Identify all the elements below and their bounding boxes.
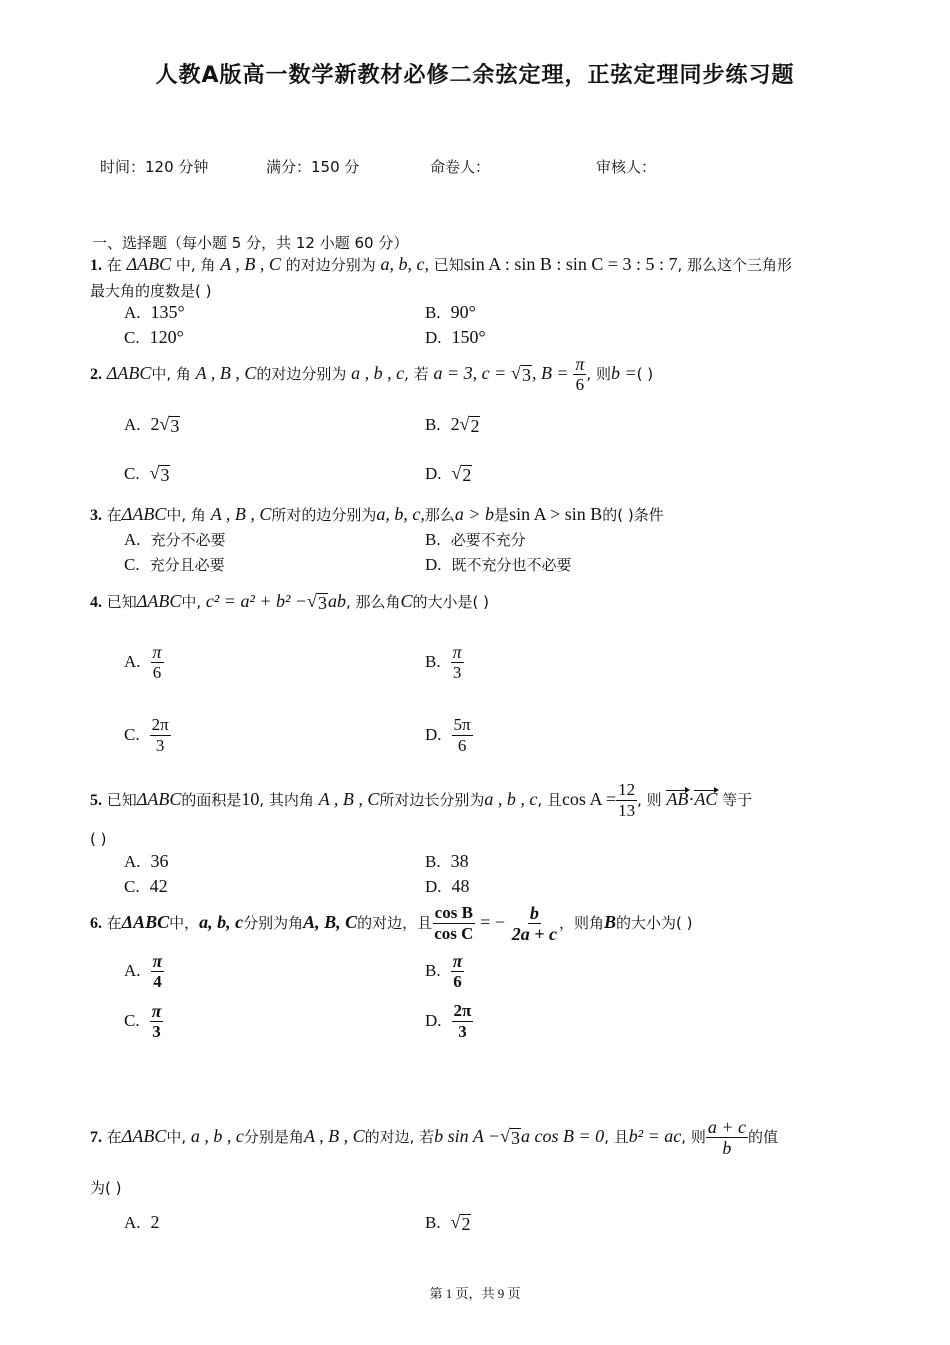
q-text: 已知 [106,593,137,611]
q-text: 中, [166,1128,187,1146]
option-d[interactable] [425,327,486,348]
option-label: D. [425,1011,442,1030]
q-text: √ [500,1126,511,1146]
q-text: 在 [106,1128,122,1146]
question-7 [90,1117,778,1158]
denominator: 3 [155,736,165,755]
math: B [604,912,617,932]
question-number: 5. [90,792,102,809]
numerator: 5π [453,715,471,734]
option-label: C. [124,1011,140,1030]
math: = − [480,912,505,932]
sqrt [500,1125,521,1147]
math: ΔABC [126,254,172,274]
q-text: √ [459,414,470,434]
q-text: 既不充分也不必要 [451,556,572,574]
denominator: 2a + c [511,924,558,944]
denominator: 13 [618,801,636,820]
sqrt [307,590,328,612]
q-text: , 且 [537,791,562,809]
q-text: 充分且必要 [149,556,225,574]
denominator: 3 [152,1022,161,1041]
question-3 [90,503,664,527]
q-text: , 若 [404,365,429,383]
option-c[interactable] [124,1001,163,1042]
fraction [452,715,473,756]
math: a , b , c [484,789,538,809]
question-number: 3. [90,507,102,524]
q-text: , 则 [586,365,611,383]
numerator: π [452,951,463,971]
numerator: a + c [707,1117,746,1137]
fraction [452,1001,474,1042]
option-label: C. [124,328,140,347]
option-label: A. [124,652,141,671]
math: a , b , c [351,363,405,383]
math: ΔABC [136,789,182,809]
option-a[interactable] [124,529,226,550]
math: A , B , C [303,1126,365,1146]
q-text: 的对边, 若 [364,1128,435,1146]
q-text: 的对边分别为 [285,256,376,274]
q-text: , 则 [637,791,662,809]
option-label: B. [425,961,441,980]
q-text: 充分不必要 [150,531,226,549]
q-text: √ [307,591,317,611]
option-label: D. [425,328,442,347]
option-label: C. [124,555,140,574]
option-c[interactable] [124,876,168,897]
radicand: 2 [461,1214,471,1234]
q-text: 等于 [722,791,753,809]
q-text: √ [450,1212,461,1232]
math: 38 [450,851,469,871]
fraction [706,1117,748,1158]
math: sin A : sin B : sin C = 3 : 5 : 7 [463,254,678,274]
option-label: A. [124,961,141,980]
radicand: 3 [317,593,327,613]
fraction [151,642,164,683]
numerator: b [529,903,539,923]
math: cos A = [561,789,617,809]
math: A , B , C [318,789,380,809]
question-1-line2: 最大角的度数是( ) [90,282,212,300]
option-label: B. [425,652,441,671]
q-text: 的值 [747,1128,778,1146]
option-d[interactable] [425,463,472,484]
q-text: 分别为角 [243,914,304,932]
fraction [150,715,171,756]
radicand: 3 [511,1128,521,1148]
sqrt [511,362,532,384]
math: A , B , C [210,504,272,524]
radicand: 3 [521,365,531,385]
math: · [688,789,695,809]
q-text: 的面积是 [181,791,242,809]
math: A, B, C [303,912,358,932]
option-a[interactable] [124,414,180,435]
denominator: b [722,1138,732,1158]
question-2 [90,354,653,395]
q-text: ( ) [636,365,654,383]
full-score: 满分：150 分 [266,158,360,176]
option-label: D. [425,555,442,574]
q-text: , 那么角 [345,593,401,611]
fraction [573,354,586,395]
fraction [510,903,559,944]
question-6 [90,903,693,944]
exam-time: 时间：120 分钟 [100,158,209,176]
q-text: 中, 角 [175,256,216,274]
option-label: D. [425,877,442,896]
option-label: A. [124,852,141,871]
numerator: π [152,951,163,971]
math: ΔABC [121,912,170,932]
radicand: 3 [170,416,180,436]
math: 2 [150,414,160,434]
option-label: B. [425,415,441,434]
math: 10 [241,789,260,809]
math: ΔABC [136,591,182,611]
numerator: π [152,642,162,662]
math: 36 [150,851,169,871]
q-text: 中, 角 [166,506,206,524]
denominator: 6 [457,736,467,755]
sqrt [150,463,171,484]
option-label: A. [124,303,141,322]
radicand: 2 [462,465,472,485]
q-text: , 则 [681,1128,706,1146]
math: C [400,591,413,611]
option-a[interactable] [124,1212,160,1233]
option-label: A. [124,415,141,434]
reviewer-field: 审核人： [596,158,657,176]
option-b[interactable] [425,1212,471,1233]
math: a, b, c [199,912,244,932]
math: a , b , c [190,1126,244,1146]
q-text: 在 [106,506,122,524]
fraction [432,903,475,944]
option-b[interactable] [425,529,526,550]
denominator: 6 [453,972,462,991]
numerator: 12 [618,780,636,799]
q-text: 那么 [424,506,455,524]
q-text: √ [149,463,160,483]
vector-ac: AC [694,789,718,809]
q-text: 已知 [433,256,464,274]
math: a = 3, c = [433,363,507,383]
q-text: 的大小是( ) [412,593,489,611]
q-text: 在 [106,914,122,932]
math: 2 [450,414,460,434]
option-label: B. [425,1213,441,1232]
q-text: 的大小为( ) [616,914,693,932]
option-label: B. [425,303,441,322]
option-label: C. [124,464,140,483]
math: A , B , C [220,254,281,274]
math: sin A > sin B [509,504,603,524]
option-d[interactable] [425,715,473,756]
math: 150° [451,327,486,347]
sqrt [452,463,473,484]
question-number: 7. [90,1129,102,1146]
page-footer: 第 1 页，共 9 页 [429,1286,521,1301]
math: 48 [451,876,470,896]
question-number: 1. [90,257,102,274]
numerator: 2π [151,715,169,734]
math: ΔABC [121,504,167,524]
page-title: 人教A版高一数学新教材必修二余弦定理，正弦定理同步练习题 [155,63,795,88]
q-text: 已知 [106,791,137,809]
math: A , B , C [195,363,257,383]
sqrt [460,414,481,435]
question-7-line2: 为( ) [90,1179,122,1197]
q-text: , 那么这个三角形 [677,256,793,274]
option-b[interactable] [425,642,464,683]
option-b[interactable] [425,414,480,435]
option-d[interactable] [425,876,470,897]
math: 135° [150,302,185,322]
math: a > b [454,504,495,524]
math: 2 [150,1212,160,1232]
math: , B = [531,363,569,383]
q-text: 的对边，且 [357,914,433,932]
option-c[interactable] [124,554,225,575]
numerator: π [452,642,462,662]
option-label: A. [124,530,141,549]
fraction [150,1001,164,1042]
math: ΔABC [121,1126,167,1146]
option-label: B. [425,530,441,549]
question-5-line2: ( ) [90,830,107,848]
option-c[interactable] [124,327,184,348]
math: b² = ac [628,1126,682,1146]
fraction [616,780,637,821]
vector-ab: AB [666,789,689,809]
denominator: 3 [458,1022,467,1041]
math: a, b, c, [376,504,425,524]
sqrt [160,414,181,435]
q-text: 所对的边分别为 [271,506,377,524]
q-text: , 且 [604,1128,629,1146]
q-text: 中, [181,593,202,611]
q-text: √ [159,414,170,434]
question-1 [90,253,792,277]
denominator: 6 [152,663,162,682]
q-text: , 其内角 [259,791,314,809]
denominator: 6 [575,375,585,394]
option-label: C. [124,877,140,896]
numerator: cos B [434,903,473,922]
option-b[interactable] [425,302,476,323]
option-a[interactable] [124,851,169,872]
math: a cos B = 0 [521,1126,605,1146]
q-text: √ [511,363,521,383]
numerator: π [151,1001,162,1021]
sqrt [451,1212,472,1233]
option-c[interactable] [124,463,170,484]
math: 42 [149,876,168,896]
numerator: 2π [453,1001,472,1020]
option-label: D. [425,464,442,483]
math: 90° [450,302,476,322]
option-d[interactable] [425,554,572,575]
option-d[interactable] [425,1001,473,1042]
question-4 [90,590,489,614]
radicand: 2 [470,416,480,436]
option-a[interactable] [124,951,164,992]
math: ΔABC [106,363,152,383]
denominator: 3 [452,663,462,682]
q-text: 必要不充分 [450,531,526,549]
q-text: 是 [494,506,510,524]
q-text: 中， [169,914,200,932]
question-number: 6. [90,915,102,932]
denominator: 4 [153,972,162,991]
option-label: B. [425,852,441,871]
q-text: 在 [106,256,122,274]
option-label: A. [124,1213,141,1232]
option-a[interactable] [124,302,185,323]
q-text: √ [451,463,462,483]
question-number: 2. [90,366,102,383]
math: c² = a² + b² − [205,591,308,611]
math: 120° [149,327,184,347]
q-text: 的( )条件 [602,506,664,524]
math: b = [610,363,637,383]
math: ab [327,591,346,611]
option-c[interactable] [124,715,171,756]
option-label: C. [124,725,140,744]
fraction [151,951,165,992]
q-text: 的对边分别为 [256,365,347,383]
author-field: 命卷人： [430,158,491,176]
q-text: ，则角 [559,914,605,932]
option-b[interactable] [425,851,469,872]
option-a[interactable] [124,642,164,683]
option-label: D. [425,725,442,744]
q-text: 所对边长分别为 [379,791,485,809]
option-b[interactable] [425,951,464,992]
radicand: 3 [160,465,170,485]
question-number: 4. [90,594,102,611]
q-text: 分别是角 [243,1128,304,1146]
q-text: 中, 角 [151,365,191,383]
question-5 [90,780,752,821]
math: b sin A − [434,1126,501,1146]
fraction [451,951,465,992]
math: a, b, c, [380,254,429,274]
fraction [451,642,464,683]
denominator: cos C [434,924,474,943]
section-heading: 一、选择题（每小题 5 分，共 12 小题 60 分） [92,234,409,252]
numerator: π [575,354,585,374]
